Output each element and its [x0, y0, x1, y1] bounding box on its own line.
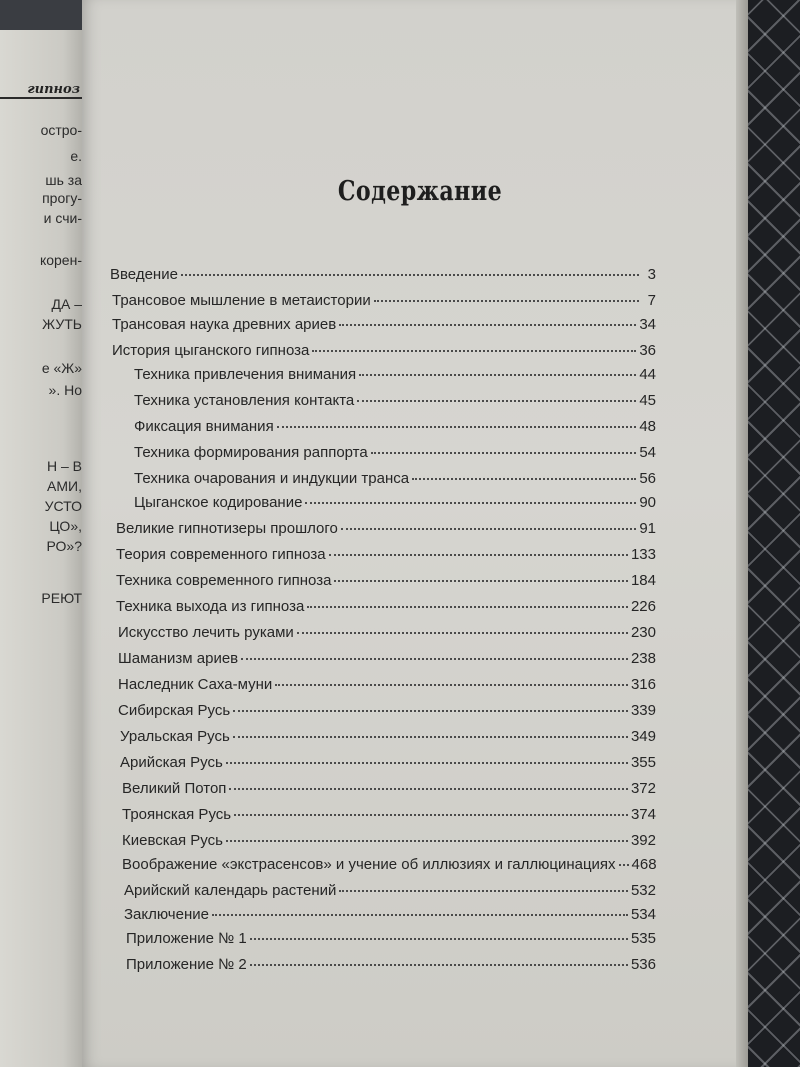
toc-leader-dots: [233, 736, 628, 738]
left-page-line: ЦО»,: [49, 518, 82, 534]
toc-entry-label: Приложение № 2: [126, 956, 247, 973]
toc-entry-page-number: 392: [630, 832, 656, 849]
toc-entry: [126, 930, 656, 947]
left-page-header: гипноз: [0, 82, 86, 99]
toc-leader-dots: [307, 606, 628, 608]
toc-leader-dots: [212, 914, 628, 916]
left-page-line: корен-: [39, 252, 82, 268]
toc-entry-page-number: 54: [639, 444, 656, 461]
toc-entry-page-number: 45: [639, 392, 656, 409]
toc-entry-label: Цыганское кодирование: [134, 494, 303, 511]
toc-entry-label: Уральская Русь: [120, 728, 230, 745]
toc-leader-dots: [359, 374, 636, 376]
toc-leader-dots: [339, 890, 628, 892]
page-title: Содержание: [337, 176, 503, 207]
toc-entry-label: Трансовое мышление в метаистории: [112, 292, 371, 309]
toc-entry-page-number: 339: [630, 702, 656, 719]
toc-entry: [126, 956, 656, 973]
toc-leader-dots: [297, 632, 628, 634]
toc-entry: [124, 906, 656, 923]
toc-entry: [118, 624, 656, 641]
left-page-line: АМИ,: [47, 478, 82, 494]
toc-entry-label: Техника современного гипноза: [116, 572, 332, 589]
toc-entry-page-number: 91: [639, 520, 656, 537]
toc-leader-dots: [305, 502, 636, 504]
toc-entry-label: Наследник Саха-муни: [118, 676, 273, 693]
toc-entry: [134, 470, 656, 487]
toc-entry-page-number: 349: [630, 728, 656, 745]
toc-leader-dots: [312, 350, 636, 352]
toc-leader-dots: [229, 788, 628, 790]
toc-entry: [112, 316, 656, 333]
toc-entry-label: Техника привлечения внимания: [134, 366, 357, 383]
toc-entry: [116, 520, 656, 537]
toc-entry-page-number: 316: [630, 676, 656, 693]
toc-entry: [112, 292, 656, 309]
left-page-line: РЕЮТ: [41, 590, 82, 606]
toc-entry: [116, 598, 656, 615]
toc-leader-dots: [412, 478, 636, 480]
toc-entry-label: Великий Потоп: [122, 780, 227, 797]
toc-leader-dots: [181, 274, 639, 276]
left-page-line: УСТО: [44, 498, 82, 514]
toc-leader-dots: [334, 580, 628, 582]
left-page-line: РО»?: [46, 538, 82, 554]
toc-entry: [134, 444, 656, 461]
left-page-line: и счи-: [43, 210, 82, 226]
toc-leader-dots: [374, 300, 639, 302]
toc-leader-dots: [275, 684, 628, 686]
toc-entry: [110, 266, 656, 283]
toc-leader-dots: [241, 658, 628, 660]
toc-entry: [122, 806, 656, 823]
toc-entry-label: Воображение «экстрасенсов» и учение об иллюзиях и галлюцинациях: [122, 856, 616, 873]
toc-entry-label: Техника формирования раппорта: [134, 444, 368, 461]
toc-entry-label: Троянская Русь: [122, 806, 232, 823]
toc-entry-label: Заключение: [124, 906, 209, 923]
toc-entry-label: Шаманизм ариев: [118, 650, 239, 667]
toc-entry-page-number: 532: [630, 882, 656, 899]
toc-entry: [112, 342, 656, 359]
toc-entry: [122, 780, 656, 797]
toc-leader-dots: [233, 710, 628, 712]
toc-entry-label: Техника установления контакта: [134, 392, 355, 409]
left-page-line: Н – В: [46, 458, 82, 474]
left-page-line: ЖУТЬ: [42, 316, 82, 332]
toc-entry-page-number: 535: [630, 930, 656, 947]
toc-entry-label: Теория современного гипноза: [116, 546, 326, 563]
toc-entry: [120, 728, 656, 745]
contents-page: [82, 0, 746, 1067]
toc-entry-page-number: 7: [647, 292, 656, 309]
toc-entry: [120, 754, 656, 771]
toc-entry-label: Великие гипнотизеры прошлого: [116, 520, 338, 537]
toc-entry-page-number: 238: [630, 650, 656, 667]
toc-entry: [134, 494, 656, 511]
toc-entry-label: Приложение № 1: [126, 930, 247, 947]
left-page-line: прогу-: [42, 190, 82, 206]
toc-entry-page-number: 372: [630, 780, 656, 797]
toc-entry-page-number: 3: [647, 266, 656, 283]
toc-entry-label: Введение: [110, 266, 178, 283]
toc-leader-dots: [339, 324, 636, 326]
toc-entry-label: Арийская Русь: [120, 754, 223, 771]
left-page-line: е.: [70, 148, 82, 164]
toc-entry-page-number: 355: [630, 754, 656, 771]
left-page-line: остро-: [40, 122, 82, 138]
toc-leader-dots: [234, 814, 628, 816]
toc-entry-label: Фиксация внимания: [134, 418, 274, 435]
toc-entry-page-number: 374: [630, 806, 656, 823]
toc-entry-label: История цыганского гипноза: [112, 342, 310, 359]
toc-entry-label: Искусство лечить руками: [118, 624, 294, 641]
toc-entry-label: Трансовая наука древних ариев: [112, 316, 337, 333]
toc-leader-dots: [226, 762, 628, 764]
toc-entry: [118, 702, 656, 719]
toc-leader-dots: [619, 864, 629, 866]
toc-entry: [122, 856, 656, 873]
left-page-line: шь за: [45, 172, 82, 188]
toc-leader-dots: [250, 938, 628, 940]
left-page-line: е «Ж»: [41, 360, 82, 376]
left-page-line: ». Но: [48, 382, 82, 398]
toc-entry-page-number: 536: [630, 956, 656, 973]
toc-leader-dots: [250, 964, 628, 966]
toc-leader-dots: [226, 840, 628, 842]
toc-entry-page-number: 534: [630, 906, 656, 923]
toc-entry-page-number: 184: [630, 572, 656, 589]
toc-entry-page-number: 36: [639, 342, 656, 359]
toc-entry: [116, 546, 656, 563]
toc-leader-dots: [357, 400, 636, 402]
toc-entry-label: Техника очарования и индукции транса: [134, 470, 410, 487]
toc-entry-page-number: 44: [639, 366, 656, 383]
toc-entry-page-number: 230: [630, 624, 656, 641]
toc-entry-page-number: 34: [639, 316, 656, 333]
toc-entry-label: Техника выхода из гипноза: [116, 598, 305, 615]
toc-entry: [118, 650, 656, 667]
toc-entry: [134, 392, 656, 409]
toc-entry-page-number: 226: [630, 598, 656, 615]
toc-entry-label: Арийский календарь растений: [124, 882, 337, 899]
toc-leader-dots: [329, 554, 628, 556]
toc-leader-dots: [371, 452, 637, 454]
toc-entry-page-number: 133: [630, 546, 656, 563]
toc-entry: [118, 676, 656, 693]
toc-entry-page-number: 56: [639, 470, 656, 487]
toc-entry-label: Киевская Русь: [122, 832, 223, 849]
toc-entry: [134, 366, 656, 383]
toc-leader-dots: [277, 426, 637, 428]
left-page-line: ДА –: [51, 296, 82, 312]
toc-entry-page-number: 90: [639, 494, 656, 511]
toc-entry-label: Сибирская Русь: [118, 702, 231, 719]
toc-entry-page-number: 48: [639, 418, 656, 435]
toc-entry: [122, 832, 656, 849]
toc-entry-page-number: 468: [631, 856, 657, 873]
page-edge: [736, 0, 748, 1067]
left-page: [0, 30, 90, 1067]
toc-entry: [116, 572, 656, 589]
toc-leader-dots: [341, 528, 636, 530]
toc-entry: [124, 882, 656, 899]
toc-entry: [134, 418, 656, 435]
